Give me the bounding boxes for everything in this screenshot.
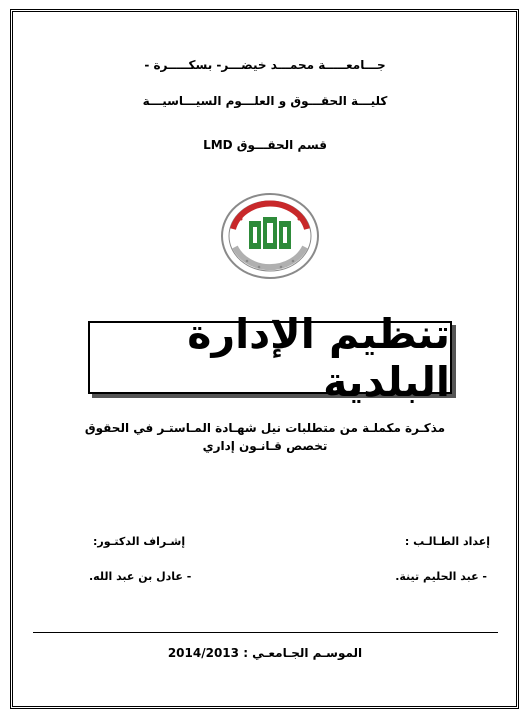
student-name: - عبد الحليم تينة. [395, 570, 487, 583]
subtitle-line-2: تخصص قـانـون إداري [202, 439, 328, 453]
supervisor-label: إشـراف الدكتـور: [93, 535, 186, 548]
university-name: جـــامعـــــة محمـــد خيضـــر- بسكـــــرة - [144, 58, 386, 72]
thesis-title-box [88, 309, 452, 406]
department-name: قسم الحقـــوق LMD [203, 138, 327, 152]
university-emblem-icon [219, 191, 321, 281]
student-label: إعداد الطـالـب : [404, 535, 490, 548]
footer-divider [33, 632, 498, 633]
thesis-title: تنظيم الإدارة البلدية [187, 309, 450, 406]
faculty-name: كليـــة الحقـــوق و العلـــوم السيـــاسيـــة [142, 94, 388, 108]
supervisor-name: - عادل بن عبد الله. [89, 570, 192, 583]
subtitle-line-1: مذكـرة مكملـة من متطلبات نيل شهـادة المـاستـر في الحقوق [84, 421, 446, 435]
academic-year: الموسـم الجـامعـي : 2014/2013 [167, 646, 363, 660]
